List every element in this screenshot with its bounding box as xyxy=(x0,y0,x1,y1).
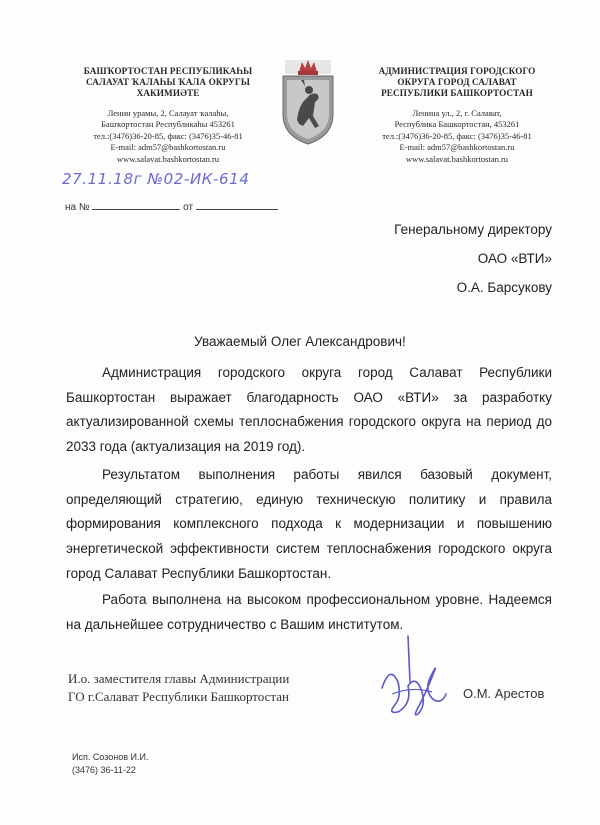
letterhead-right-web: www.salavat.bashkortostan.ru xyxy=(405,153,509,164)
letterhead-bashkir xyxy=(68,66,268,165)
letterhead-right-address-1: Ленина ул., 2, г. Салават, xyxy=(412,108,502,118)
letterhead-left-title-1: БАШҠОРТОСТАН РЕСПУБЛИКАҺЫ xyxy=(83,66,253,76)
letterhead-left-title-3: ХАКИМИӘТЕ xyxy=(136,88,200,98)
recipient-organization: ОАО «ВТИ» xyxy=(477,251,552,266)
executor-name: Исп. Созонов И.И. xyxy=(72,752,149,762)
letter-greeting: Уважаемый Олег Александрович! xyxy=(194,334,406,349)
reference-number-label: на № xyxy=(65,202,90,213)
signatory-position xyxy=(68,670,289,706)
body-paragraph-2-text: Результатом выполнения работы явился базовый документ, определяющий стратегию, единую техническую политику и правила формирования комплексного подхода к модернизации и повышению энергетической эффективности систем теплоснабжения городского округа город Салават Республики Башкортостан. xyxy=(66,467,552,581)
letterhead-right-title-1: АДМИНИСТРАЦИЯ ГОРОДСКОГО xyxy=(378,66,536,76)
body-paragraph-1 xyxy=(66,361,552,460)
registration-reference-line xyxy=(65,200,278,213)
body-paragraph-3 xyxy=(66,588,552,637)
signatory-position-line-1: И.о. заместителя главы Администрации xyxy=(68,671,290,686)
signatory-position-line-2: ГО г.Салават Республики Башкортостан xyxy=(68,689,289,704)
letterhead-left-email: E-mail: adm57@bashkortostan.ru xyxy=(110,142,226,153)
body-paragraph-1-text: Администрация городского округа город Салават Республики Башкортостан выражает благодарность ОАО «ВТИ» за разработку актуализированной схемы теплоснабжения городского округа на период до 2033 года (актуализация на 2019 год). xyxy=(66,365,552,455)
reference-date-label: от xyxy=(183,202,194,213)
letterhead-right-address-2: Республика Башкортостан, 453261 xyxy=(394,119,520,130)
letterhead-left-web: www.salavat.bashkortostan.ru xyxy=(116,153,220,164)
body-paragraph-3-text: Работа выполнена на высоком профессиональном уровне. Надеемся на дальнейшее сотрудничество с Вашим институтом. xyxy=(66,592,552,632)
reference-number-blank xyxy=(92,200,180,210)
executor-info xyxy=(72,751,148,777)
letterhead-russian xyxy=(352,66,562,165)
letterhead-right-email: E-mail: adm57@bashkortostan.ru xyxy=(399,142,515,153)
body-paragraph-2 xyxy=(66,463,552,587)
reference-date-blank xyxy=(196,200,278,210)
registration-handwritten-number: 27.11.18г №02-ИК-614 xyxy=(62,170,250,188)
letterhead-left-phone: тел.:(3476)36-20-85, факс: (3476)35-46-81 xyxy=(93,130,243,141)
letterhead-right-phone: тел.:(3476)36-20-85, факс: (3476)35-46-81 xyxy=(382,130,532,141)
letterhead-left-address-1: Ленин урамы, 2, Салауат ҡалаһы, xyxy=(107,108,229,118)
executor-phone: (3476) 36-11-22 xyxy=(72,765,136,775)
letterhead-right-title-3: РЕСПУБЛИКИ БАШКОРТОСТАН xyxy=(381,88,533,98)
city-crest-icon xyxy=(275,60,341,146)
letterhead-right-title-2: ОКРУГА ГОРОД САЛАВАТ xyxy=(397,77,517,87)
recipient-name: О.А. Барсукову xyxy=(456,280,552,295)
letterhead-left-title-2: САЛАУАТ ҠАЛАҺЫ ҠАЛА ОКРУГЫ xyxy=(86,77,250,87)
signatory-name: О.М. Арестов xyxy=(463,686,545,701)
handwritten-signature xyxy=(372,634,452,720)
recipient-position: Генеральному директору xyxy=(394,222,552,237)
letterhead-left-address-2: Башҡортостан Республикаһы 453261 xyxy=(101,119,235,130)
